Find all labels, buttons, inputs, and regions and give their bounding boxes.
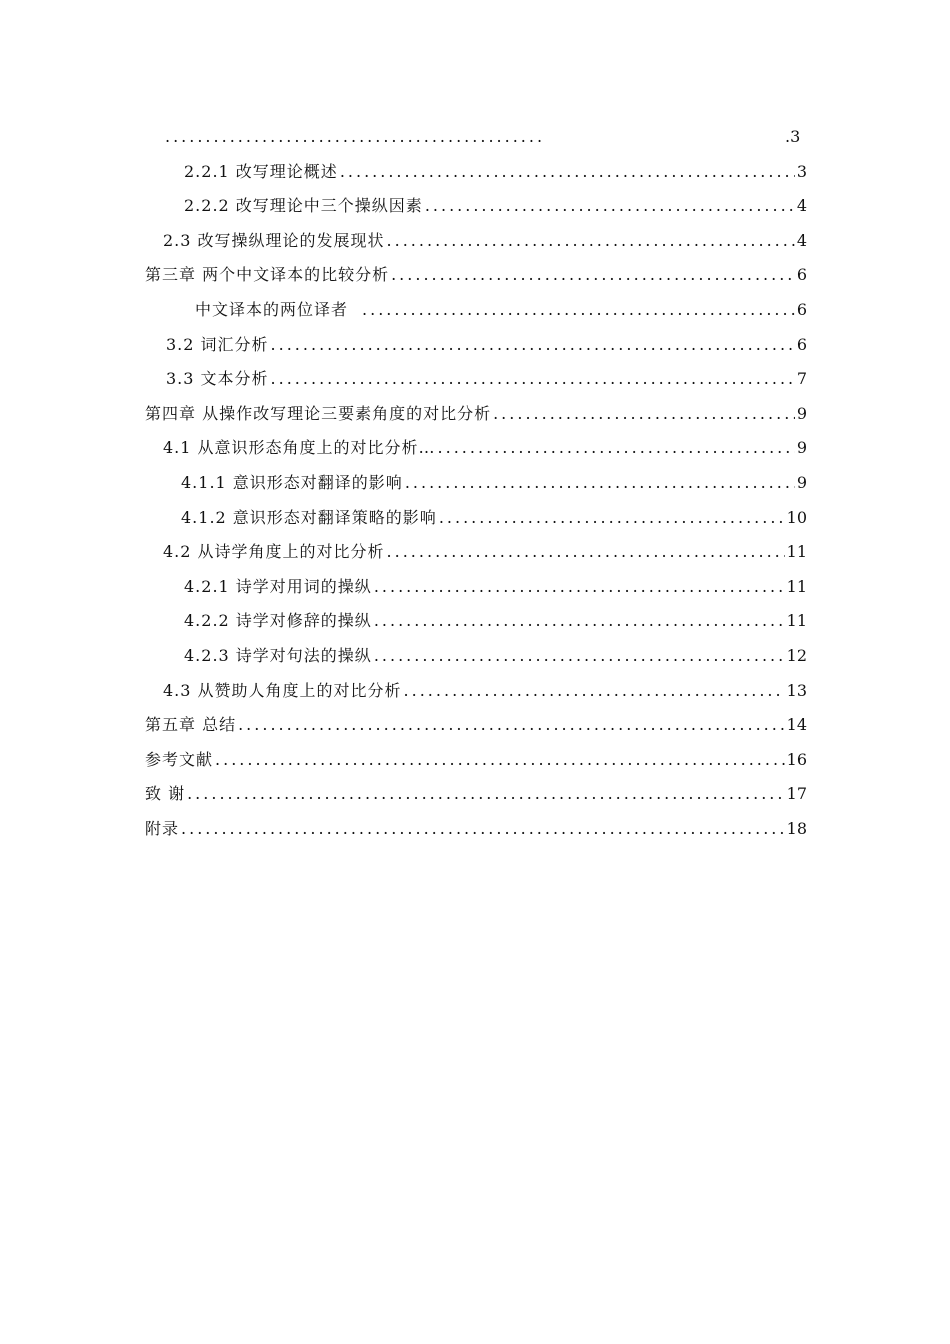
toc-page-number: 4: [796, 230, 807, 250]
toc-leader-dots: [493, 397, 795, 432]
toc-title: 4.2 从诗学角度上的对比分析: [163, 542, 385, 562]
toc-row: [145, 570, 807, 605]
toc-page-number: 6: [796, 334, 807, 354]
toc-leader-dots: [340, 155, 795, 190]
toc-page-number: 16: [786, 749, 807, 769]
toc-leader-dots: [404, 674, 785, 709]
toc-page-number: .3: [785, 127, 801, 146]
toc-row: [145, 189, 807, 224]
toc-row: [145, 397, 807, 432]
toc-page-number: 18: [786, 818, 807, 838]
toc-row: [145, 501, 807, 536]
toc-page-number: 9: [796, 403, 807, 423]
toc-page-number: 17: [786, 784, 807, 804]
toc-title: 4.2.1 诗学对用词的操纵: [184, 576, 372, 596]
toc-title: 第五章 总结: [145, 715, 237, 735]
toc-leader-dots: [391, 258, 795, 293]
toc-row: [145, 708, 807, 743]
toc-page-number: 12: [786, 645, 807, 665]
toc-page-number: 11: [786, 611, 807, 631]
toc-page-number: 9: [796, 472, 807, 492]
toc-leader-dots: [438, 431, 795, 466]
toc-row: [145, 293, 807, 328]
toc-page-number: 9: [796, 438, 807, 458]
toc-row: [145, 328, 807, 363]
toc-title: 中文译本的两位译者: [195, 299, 349, 319]
toc-title: 4.3 从赞助人角度上的对比分析: [163, 680, 402, 700]
toc-title: 2.2.1 改写理论概述: [184, 161, 338, 181]
toc-leader-dots: [362, 293, 795, 328]
toc-leader-dots: [271, 362, 795, 397]
toc-leader-dots: [439, 501, 785, 536]
toc-leader-dots: [374, 570, 785, 605]
toc-leader-dots: [215, 743, 785, 778]
toc-row: [145, 743, 807, 778]
toc-row: [145, 777, 807, 812]
toc-row: [145, 224, 807, 259]
toc-leader-dots: [165, 120, 545, 155]
toc-row: [145, 155, 807, 190]
toc-leader-dots: [374, 604, 785, 639]
toc-page-number: 11: [786, 576, 807, 596]
toc-title: 2.2.2 改写理论中三个操纵因素: [184, 196, 423, 216]
toc-leader-dots: [374, 639, 785, 674]
toc-row: [145, 604, 807, 639]
toc-title: 3.2 词汇分析: [166, 334, 269, 354]
toc-row: [145, 535, 807, 570]
table-of-contents: [145, 120, 807, 846]
toc-row: [145, 812, 807, 847]
toc-leader-dots: [405, 466, 795, 501]
toc-leader-dots: [387, 224, 795, 259]
toc-page-number: 6: [796, 299, 807, 319]
toc-row: [145, 258, 807, 293]
toc-row: [145, 466, 807, 501]
toc-page-number: 6: [796, 265, 807, 285]
toc-row: [145, 639, 807, 674]
toc-leader-dots: [238, 708, 785, 743]
toc-page-number: 10: [786, 507, 807, 527]
toc-title: 4.2.2 诗学对修辞的操纵: [184, 611, 372, 631]
toc-page-number: 4: [796, 196, 807, 216]
toc-title: 4.1.1 意识形态对翻译的影响: [181, 472, 403, 492]
toc-leader-dots: [387, 535, 785, 570]
toc-leader-dots: [271, 328, 795, 363]
toc-title: 第三章 两个中文译本的比较分析: [145, 265, 390, 285]
toc-row: [145, 431, 807, 466]
toc-page-number: 3: [796, 161, 807, 181]
toc-title: 致 谢: [145, 784, 186, 804]
toc-leader-dots: [425, 189, 795, 224]
toc-title: 第四章 从操作改写理论三要素角度的对比分析: [145, 403, 492, 423]
toc-row: [145, 674, 807, 709]
toc-title: 4.1.2 意识形态对翻译策略的影响: [181, 507, 437, 527]
toc-page-number: 13: [786, 680, 807, 700]
toc-title: 3.3 文本分析: [166, 369, 269, 389]
toc-leader-dots: [187, 777, 785, 812]
toc-title: 2.3 改写操纵理论的发展现状: [163, 230, 385, 250]
toc-page-number: 11: [786, 542, 807, 562]
toc-title: 4.1 从意识形态角度上的对比分析…: [163, 438, 436, 458]
toc-row: [145, 362, 807, 397]
toc-title: 附录: [145, 818, 180, 838]
toc-title: 4.2.3 诗学对句法的操纵: [184, 645, 372, 665]
toc-title: 参考文献: [145, 749, 214, 769]
toc-row: [145, 120, 807, 155]
toc-page-number: 7: [796, 369, 807, 389]
toc-leader-dots: [181, 812, 785, 847]
toc-page-number: 14: [786, 715, 807, 735]
